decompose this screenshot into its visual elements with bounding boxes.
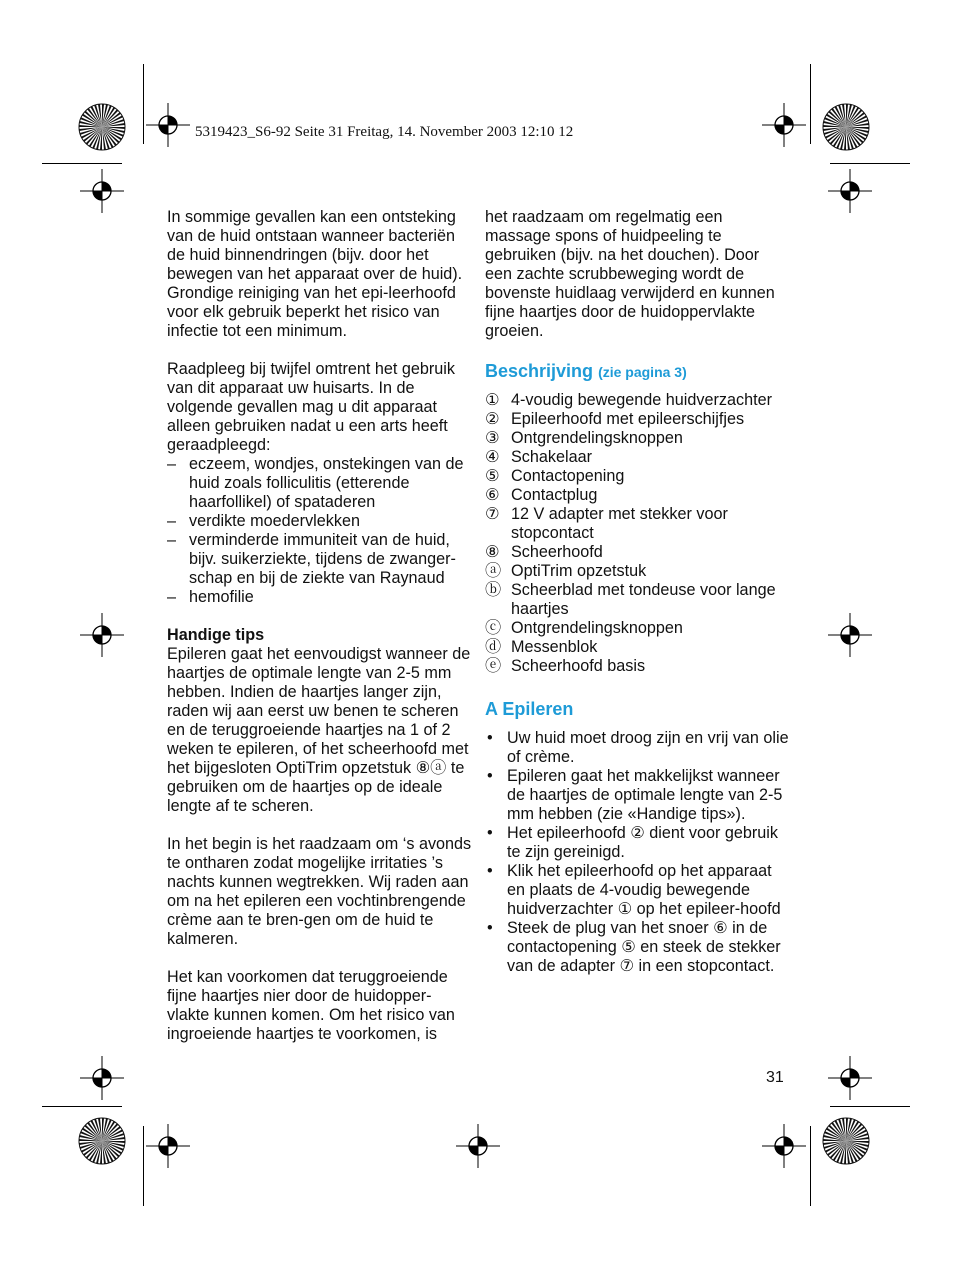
trim-line-top-right-h	[830, 163, 910, 164]
registration-mark-icon	[80, 169, 124, 213]
list-item: • Epileren gaat het makkelijkst wanneer de haartjes de optimale lengte van 2-5 mm hebben (zie «Handige tips»).	[487, 767, 783, 823]
trim-line-bottom-right-v	[810, 1126, 811, 1206]
tips-heading: Handige tips	[167, 626, 265, 644]
paragraph-massage: het raadzaam om regelmatig een massage spons of huidpeeling te gebruiken (bijv. na het douchen). Door een zachte scrubbeweging wordt de bovenste huidlaag verwijderd en kunnen fijne haartjes door de huidoppervlakte groeien.	[485, 208, 775, 340]
trim-line-bottom-left-v	[143, 1126, 144, 1206]
right-column	[485, 208, 790, 976]
registration-mark-icon	[146, 1124, 190, 1168]
list-item: ⑧ Scheerhoofd	[485, 543, 603, 561]
registration-mark-icon	[828, 169, 872, 213]
left-column	[167, 208, 472, 1044]
list-item: • Klik het epileerhoofd op het apparaat en plaats de 4-voudig bewegende huidverzachter ① op het epileer-hoofd	[487, 862, 781, 918]
list-item: • Steek de plug van het snoer ⑥ in de contactopening ⑤ en steek de stekker van de adapter ⑦ in een stopcontact.	[487, 919, 781, 975]
registration-mark-icon	[146, 103, 190, 147]
star-target-icon	[822, 103, 870, 151]
list-item: • Het epileerhoofd ② dient voor gebruik te zijn gereinigd.	[487, 824, 778, 861]
trim-line-top-left-h	[42, 163, 122, 164]
star-target-icon	[822, 1117, 870, 1165]
registration-mark-icon	[80, 1056, 124, 1100]
trim-line-top-right-v	[810, 64, 811, 144]
trim-line-bottom-left-h	[42, 1106, 122, 1107]
epilation-steps-list	[485, 729, 790, 976]
registration-mark-icon	[456, 1124, 500, 1168]
paragraph-consult-doctor: Raadpleeg bij twijfel omtrent het gebruik van dit apparaat uw huisarts. In de volgende gevallen mag u dit apparaat alleen gebruiken nadat u een arts heeft geraadpleegd:	[167, 360, 455, 454]
list-item: ③ Ontgrendelingsknoppen	[485, 429, 683, 447]
paragraph-evening: In het begin is het raadzaam om ‘s avonds te ontharen zodat mogelijke irritaties ’s nachts kunnen wegtrekken. Wij raden aan om na het epileren een vochtinbrengende crème aan te bren-gen om de huid te kalmeren.	[167, 835, 472, 948]
list-item: ⓐ OptiTrim opzetstuk	[485, 562, 647, 580]
registration-mark-icon	[828, 613, 872, 657]
registration-mark-icon	[762, 1124, 806, 1168]
list-item: ④ Schakelaar	[485, 448, 592, 466]
registration-mark-icon	[762, 103, 806, 147]
list-item: ① 4-voudig bewegende huidverzachter	[485, 391, 772, 409]
list-item: ⑦ 12 V adapter met stekker voor stopcontact	[485, 505, 728, 542]
paragraph-infection: In sommige gevallen kan een ontsteking van de huid ontstaan wanneer bacteriën de huid binnendringen (bijv. door het bewegen van het apparaat over de huid). Grondige reiniging van het epi-leerhoofd voor elk gebruik beperkt het risico van infectie tot een minimum.	[167, 208, 463, 340]
epilation-heading: A Epileren	[485, 699, 574, 719]
star-target-icon	[78, 1117, 126, 1165]
page-number: 31	[766, 1069, 784, 1086]
list-item: – verdikte moedervlekken	[167, 512, 360, 530]
contraindications-list	[167, 455, 472, 607]
description-title: Beschrijving	[485, 361, 594, 381]
list-item: – verminderde immuniteit van de huid, bijv. suikerziekte, tijdens de zwanger-schap en bij de ziekte van Raynaud	[167, 531, 456, 587]
list-item: ⓒ Ontgrendelingsknoppen	[485, 619, 683, 637]
list-item: ⓔ Scheerhoofd basis	[485, 657, 646, 675]
list-item: – eczeem, wondjes, onstekingen van de huid zoals folliculitis (etterende haarfollikel) of spataderen	[167, 455, 464, 511]
trim-line-top-left-v	[143, 64, 144, 144]
list-item: ⑤ Contactopening	[485, 467, 625, 485]
trim-line-bottom-right-h	[830, 1106, 910, 1107]
paragraph-tips: Epileren gaat het eenvoudigst wanneer de haartjes de optimale lengte van 2-5 mm hebben. Indien de haartjes langer zijn, raden wij aan eerst uw benen te scheren en de teruggroeiende haartjes na 1 of 2 weken te epileren, of het scheerhoofd met het bijgesloten OptiTrim opzetstuk ⑧ⓐ te gebruiken om de haartjes op de ideale lengte af te scheren.	[167, 645, 471, 815]
list-item: ⓓ Messenblok	[485, 638, 598, 656]
star-target-icon	[78, 103, 126, 151]
description-heading	[485, 360, 790, 383]
list-item: – hemofilie	[167, 588, 254, 606]
description-page-ref: (zie pagina 3)	[598, 364, 687, 380]
parts-list	[485, 391, 790, 676]
registration-mark-icon	[828, 1056, 872, 1100]
list-item: • Uw huid moet droog zijn en vrij van olie of crème.	[487, 729, 789, 766]
print-header: 5319423_S6-92 Seite 31 Freitag, 14. November 2003 12:10 12	[195, 124, 574, 140]
registration-mark-icon	[80, 613, 124, 657]
list-item: ② Epileerhoofd met epileerschijfjes	[485, 410, 745, 428]
paragraph-ingrown: Het kan voorkomen dat teruggroeiende fijne haartjes nier door de huidopper-vlakte kunnen komen. Om het risico van ingroeiende haartjes te voorkomen, is	[167, 968, 455, 1043]
list-item: ⑥ Contactplug	[485, 486, 598, 504]
list-item: ⓑ Scheerblad met tondeuse voor lange haartjes	[485, 581, 776, 618]
